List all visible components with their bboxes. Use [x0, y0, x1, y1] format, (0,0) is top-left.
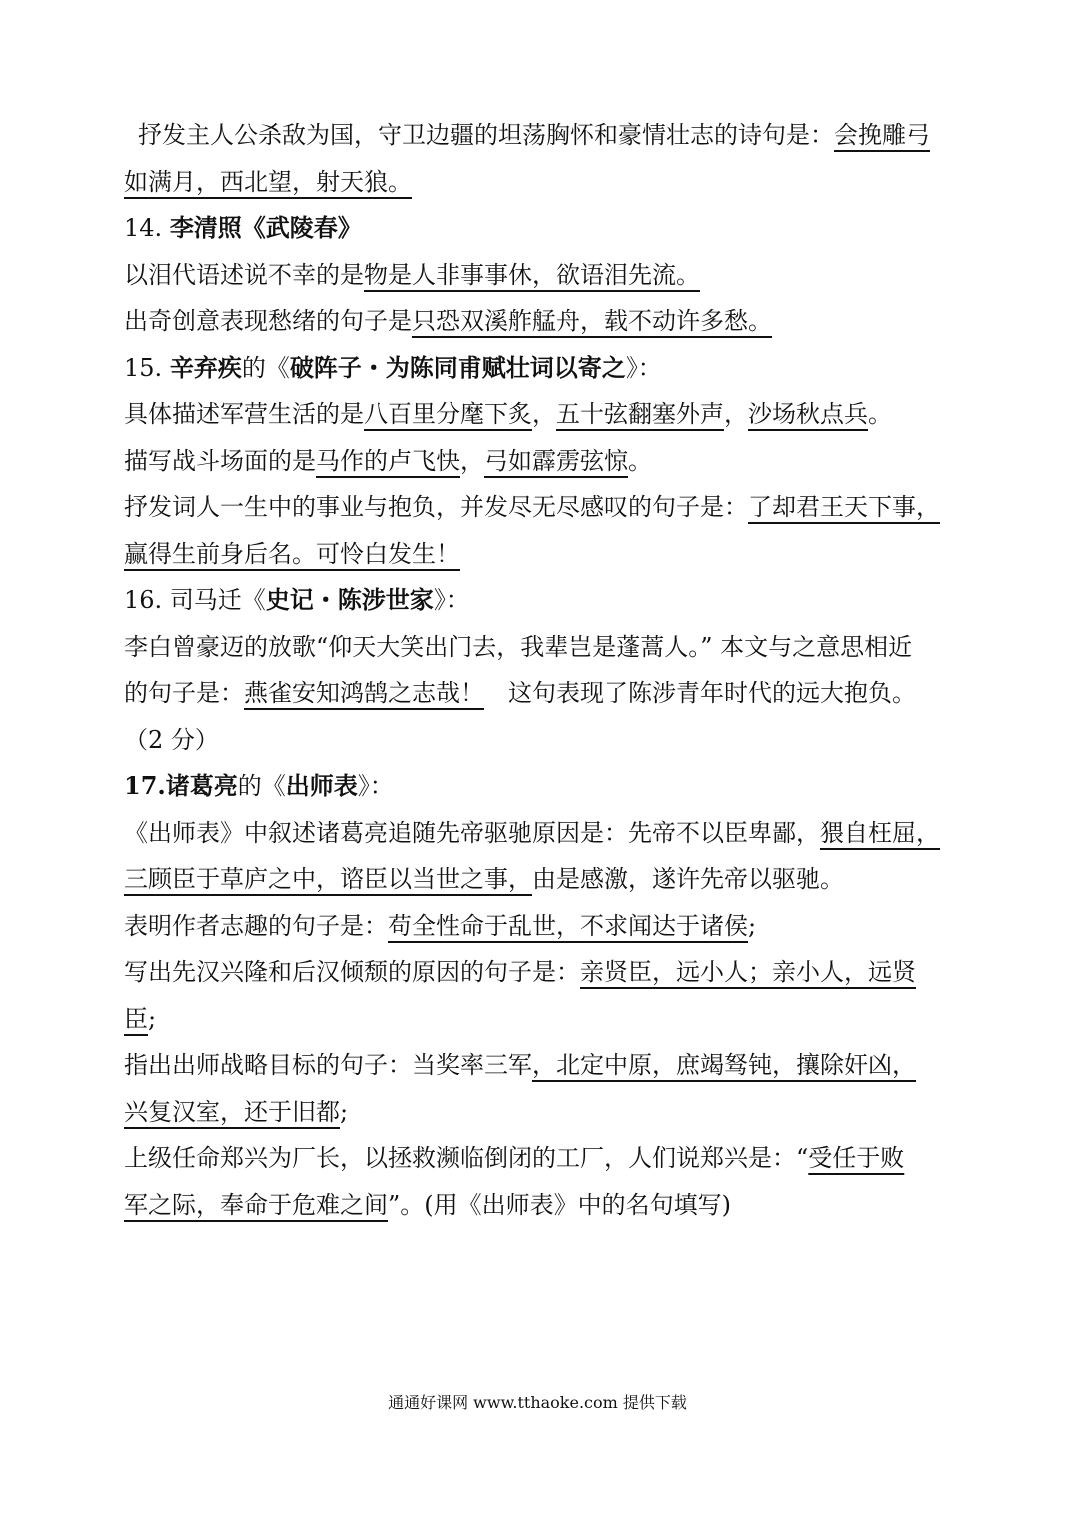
s17-q3-answer-b: 臣 — [124, 1004, 148, 1033]
s17-q2-answer: 苟全性命于乱世，不求闻达于诸侯 — [388, 911, 748, 940]
s15-q2-answer-a: 马作的卢飞快 — [316, 446, 460, 475]
s15-q2 — [124, 438, 964, 485]
s17-q3-answer-a: 亲贤臣，远小人；亲小人，远贤 — [580, 958, 916, 986]
s17-q4-end: ; — [340, 1097, 349, 1126]
s17-q1 — [124, 810, 964, 857]
s15-q2-answer-b: 弓如霹雳弦惊 — [484, 446, 628, 475]
s14-q1 — [124, 252, 964, 299]
s16-q-line1 — [124, 624, 964, 671]
s17-q2-prompt: 表明作者志趣的句子是： — [124, 911, 388, 940]
s14-q2 — [124, 298, 964, 345]
s17-q2 — [124, 903, 964, 950]
s14-q2-answer: 只恐双溪舴艋舟，载不动许多愁。 — [412, 307, 772, 335]
s17-de: 的《 — [237, 772, 286, 800]
s17-q4-answer-b: 兴复汉室，还于旧都 — [124, 1097, 340, 1126]
s17-q1-after: 由是感激，遂许先帝以驱驰。 — [532, 865, 844, 893]
s16-q-prompt: 的句子是： — [124, 679, 244, 707]
s16-q-line2 — [124, 670, 964, 717]
s16-q-text: 李白曾豪迈的放歌“仰天大笑出门去，我辈岂是蓬蒿人。” 本文与之意思相近 — [124, 632, 913, 661]
s14-heading — [124, 205, 964, 252]
s16-title-b: 史记・陈涉世家 — [265, 585, 434, 614]
s17-q4 — [124, 1042, 964, 1089]
s15-q1-answer-b: 五十弦翻塞外声 — [556, 400, 724, 428]
s16-title-a: 司马迁《 — [169, 586, 266, 614]
s15-q1-answer-a: 八百里分麾下炙 — [364, 400, 532, 428]
s17-q5-end: ”。(用《出师表》中的名句填写) — [388, 1190, 731, 1219]
s17-q5-prompt: 上级任命郑兴为厂长，以拯救濒临倒闭的工厂，人们说郑兴是：“ — [124, 1144, 809, 1172]
s16-score: （2 分） — [124, 725, 219, 754]
s15-sep1: ， — [532, 400, 556, 428]
s16-heading — [124, 577, 964, 624]
s14-q1-prompt: 以泪代语述说不幸的是 — [124, 260, 364, 289]
s15-number: 15. — [124, 353, 163, 382]
s15-q2-end: 。 — [628, 446, 652, 475]
s15-author: 辛弃疾 — [169, 352, 242, 382]
s15-heading — [124, 345, 964, 392]
s17-author: 诸葛亮 — [165, 771, 238, 800]
s17-q1-cont — [124, 856, 964, 903]
s15-q3-answer-b: 赢得生前身后名。可怜白发生！ — [124, 539, 460, 568]
s17-number: 17. — [124, 771, 166, 800]
s14-title: 李清照《武陵春》 — [169, 213, 362, 242]
s17-q4-prompt: 指出出师战略目标的句子：当奖率三军 — [124, 1051, 532, 1079]
s15-sep3: ， — [460, 446, 484, 475]
s13-answer-b: 如满月，西北望，射天狼。 — [124, 167, 412, 196]
s17-q5-answer-b: 军之际，奉命于危难之间 — [124, 1190, 388, 1219]
s15-q3 — [124, 484, 964, 531]
s15-q3-answer-a: 了却君王天下事， — [748, 493, 940, 521]
s17-q2-end: ; — [748, 911, 757, 940]
s15-q1-end: 。 — [868, 400, 892, 428]
s15-q1-answer-c: 沙场秋点兵 — [748, 400, 868, 428]
s13-question-cont — [124, 159, 964, 206]
s15-q3-cont — [124, 531, 964, 578]
s15-q2-prompt: 描写战斗场面的是 — [124, 446, 316, 475]
s17-close: 》： — [357, 772, 394, 800]
s17-q4-answer-a: ，北定中原，庶竭驽钝，攘除奸凶， — [532, 1051, 916, 1079]
s15-sep2: ， — [724, 400, 748, 428]
s16-title-c: 》： — [433, 586, 470, 614]
s15-q1 — [124, 391, 964, 438]
s16-answer: 燕雀安知鸿鹄之志哉！ — [244, 679, 484, 707]
s17-q1-prompt: 《出师表》中叙述诸葛亮追随先帝驱驰原因是：先帝不以臣卑鄙， — [124, 818, 820, 847]
s17-q5-answer-a: 受任于败 — [808, 1144, 905, 1172]
s17-q3-end: ; — [148, 1004, 157, 1033]
s16-q-after: 这句表现了陈涉青年时代的远大抱负。 — [484, 679, 916, 707]
s14-q2-prompt: 出奇创意表现愁绪的句子是 — [124, 307, 412, 335]
s17-q4-cont — [124, 1089, 964, 1136]
s17-q1-answer-b: 三顾臣于草庐之中，谘臣以当世之事， — [124, 865, 532, 893]
s17-q3-cont — [124, 996, 964, 1043]
s15-q1-prompt: 具体描述军营生活的是 — [124, 400, 364, 428]
s13-question — [124, 112, 964, 159]
s14-q1-answer: 物是人非事事休，欲语泪先流。 — [364, 260, 700, 289]
s15-q3-prompt: 抒发词人一生中的事业与抱负，并发尽无尽感叹的句子是： — [124, 493, 748, 521]
s13-prompt: 抒发主人公杀敌为国，守卫边疆的坦荡胸怀和豪情壮志的诗句是： — [138, 121, 834, 149]
s17-q3-prompt: 写出先汉兴隆和后汉倾颓的原因的句子是： — [124, 958, 580, 986]
page-footer: 通通好课网 www.tthaoke.com 提供下载 — [388, 1393, 687, 1412]
s17-q5 — [124, 1135, 964, 1182]
s17-q3 — [124, 949, 964, 996]
s15-de: 的《 — [241, 353, 290, 382]
s14-number: 14. — [124, 214, 163, 242]
s15-title: 破阵子・为陈同甫赋壮词以寄之 — [289, 352, 626, 382]
s17-q5-cont — [124, 1182, 964, 1229]
s15-close: 》： — [625, 353, 662, 382]
s17-title: 出师表 — [285, 771, 358, 800]
document-body — [124, 112, 964, 1228]
s13-answer-a: 会挽雕弓 — [834, 121, 930, 149]
s17-q1-answer-a: 猥自枉屈， — [820, 818, 940, 847]
s17-heading — [124, 763, 964, 810]
s16-score-line — [124, 717, 964, 764]
s16-number: 16. — [124, 586, 163, 614]
